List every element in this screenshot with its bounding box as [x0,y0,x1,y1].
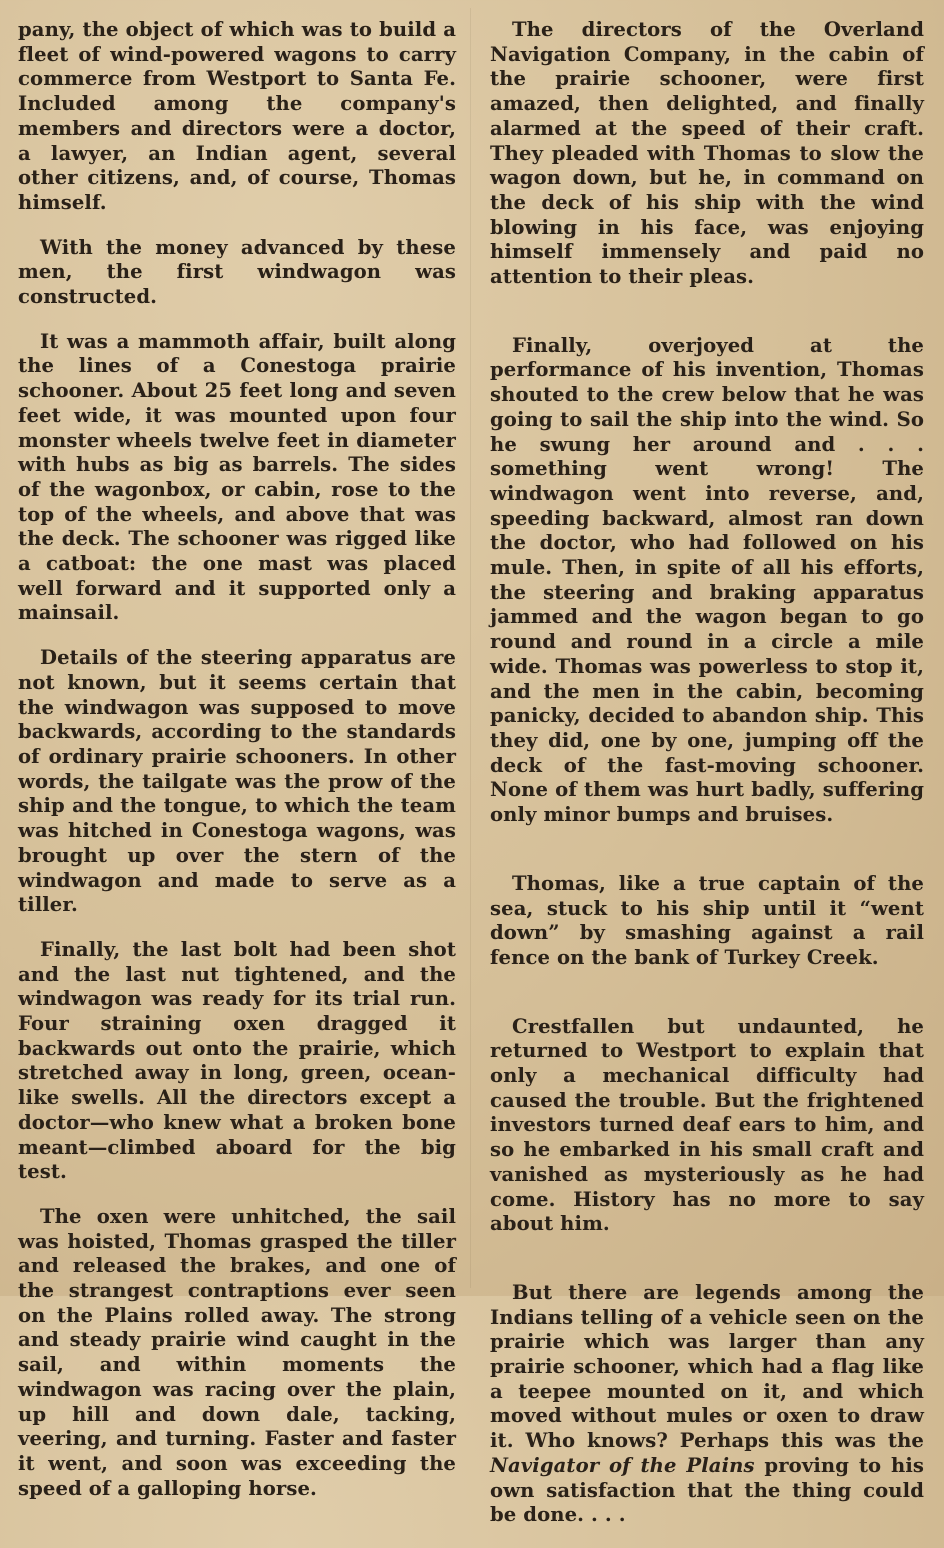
book-title: Navigator of the Plains [490,1453,755,1477]
paragraph: Crestfallen but undaunted, he returned to Westport to explain that only a mechanical difficulty had caused the trouble. But the frightened investors turned deaf ears to him, and so he embarked in his small craft and vanished as mysteriously as he had come. History has no more to say about him. [490,1014,924,1236]
paragraph: Thomas, like a true captain of the sea, stuck to his ship until it “went down” by smashing against a rail fence on the bank of Turkey Creek. [490,871,924,969]
right-column [490,18,924,1548]
final-paragraph [490,1281,924,1528]
paragraph: The directors of the Overland Navigation Company, in the cabin of the prairie schooner, were first amazed, then delighted, and finally alarmed at the speed of their craft. They pleaded with Thomas to slow the wagon down, but he, in command on the deck of his ship with the wind blowing in his face, was enjoying himself immensely and paid no attention to their pleas. [490,18,924,289]
final-paragraph-text: But there are legends among the Indians telling of a vehicle seen on the prairie which was larger than any prairie schooner, which had a flag like a teepee mounted on it, and which moved without mules or oxen to draw it. Who knows? Perhaps this was the [490,1280,924,1453]
paragraph: Details of the steering apparatus are not known, but it seems certain that the windwagon was supposed to move backwards, according to the standards of ordinary prairie schooners. In other words, the tailgate was the prow of the ship and the tongue, to which the team was hitched in Conestoga wagons, was brought up over the stern of the windwagon and made to serve as a tiller. [18,646,456,917]
paragraph: It was a mammoth affair, built along the lines of a Conestoga prairie schooner. About 25 feet long and seven feet wide, it was mounted upon four monster wheels twelve feet in diameter with hubs as big as barrels. The sides of the wagonbox, or cabin, rose to the top of the wheels, and above that was the deck. The schooner was rigged like a catboat: the one mast was placed well forward and it supported only a mainsail. [18,329,456,625]
paragraph: Finally, overjoyed at the performance of his invention, Thomas shouted to the crew below that he was going to sail the ship into the wind. So he swung her around and . . . something went wrong! The windwagon went into reverse, and, speeding backward, almost ran down the doctor, who had followed on his mule. Then, in spite of all his efforts, the steering and braking apparatus jammed and the wagon began to go round and round in a circle a mile wide. Thomas was powerless to stop it, and the men in the cabin, becoming panicky, decided to abandon ship. This they did, one by one, jumping off the deck of the fast-moving schooner. None of them was hurt badly, suffering only minor bumps and bruises. [490,333,924,827]
paragraph: The oxen were unhitched, the sail was hoisted, Thomas grasped the tiller and released the brakes, and one of the strangest contraptions ever seen on the Plains rolled away. The strong and steady prairie wind caught in the sail, and within moments the windwagon was racing over the plain, up hill and down dale, tacking, veering, and turning. Faster and faster it went, and soon was exceeding the speed of a galloping horse. [18,1204,456,1500]
paragraph: With the money advanced by these men, the first windwagon was constructed. [18,235,456,309]
paragraph: pany, the object of which was to build a fleet of wind-powered wagons to carry commerce from Westport to Santa Fe. Included among the company's members and directors were a doctor, a lawyer, an Indian agent, several other citizens, and, of course, Thomas himself. [18,18,456,214]
final-paragraph-end: proving to his own satisfaction that the thing could be done. . . . [490,1453,924,1527]
paragraph: Finally, the last bolt had been shot and the last nut tightened, and the windwagon was ready for its trial run. Four straining oxen dragged it backwards out onto the prairie, which stretched away in long, green, ocean-like swells. All the directors except a doctor—who knew what a broken bone meant—climbed aboard for the big test. [18,937,456,1184]
column-gutter [470,8,471,1288]
